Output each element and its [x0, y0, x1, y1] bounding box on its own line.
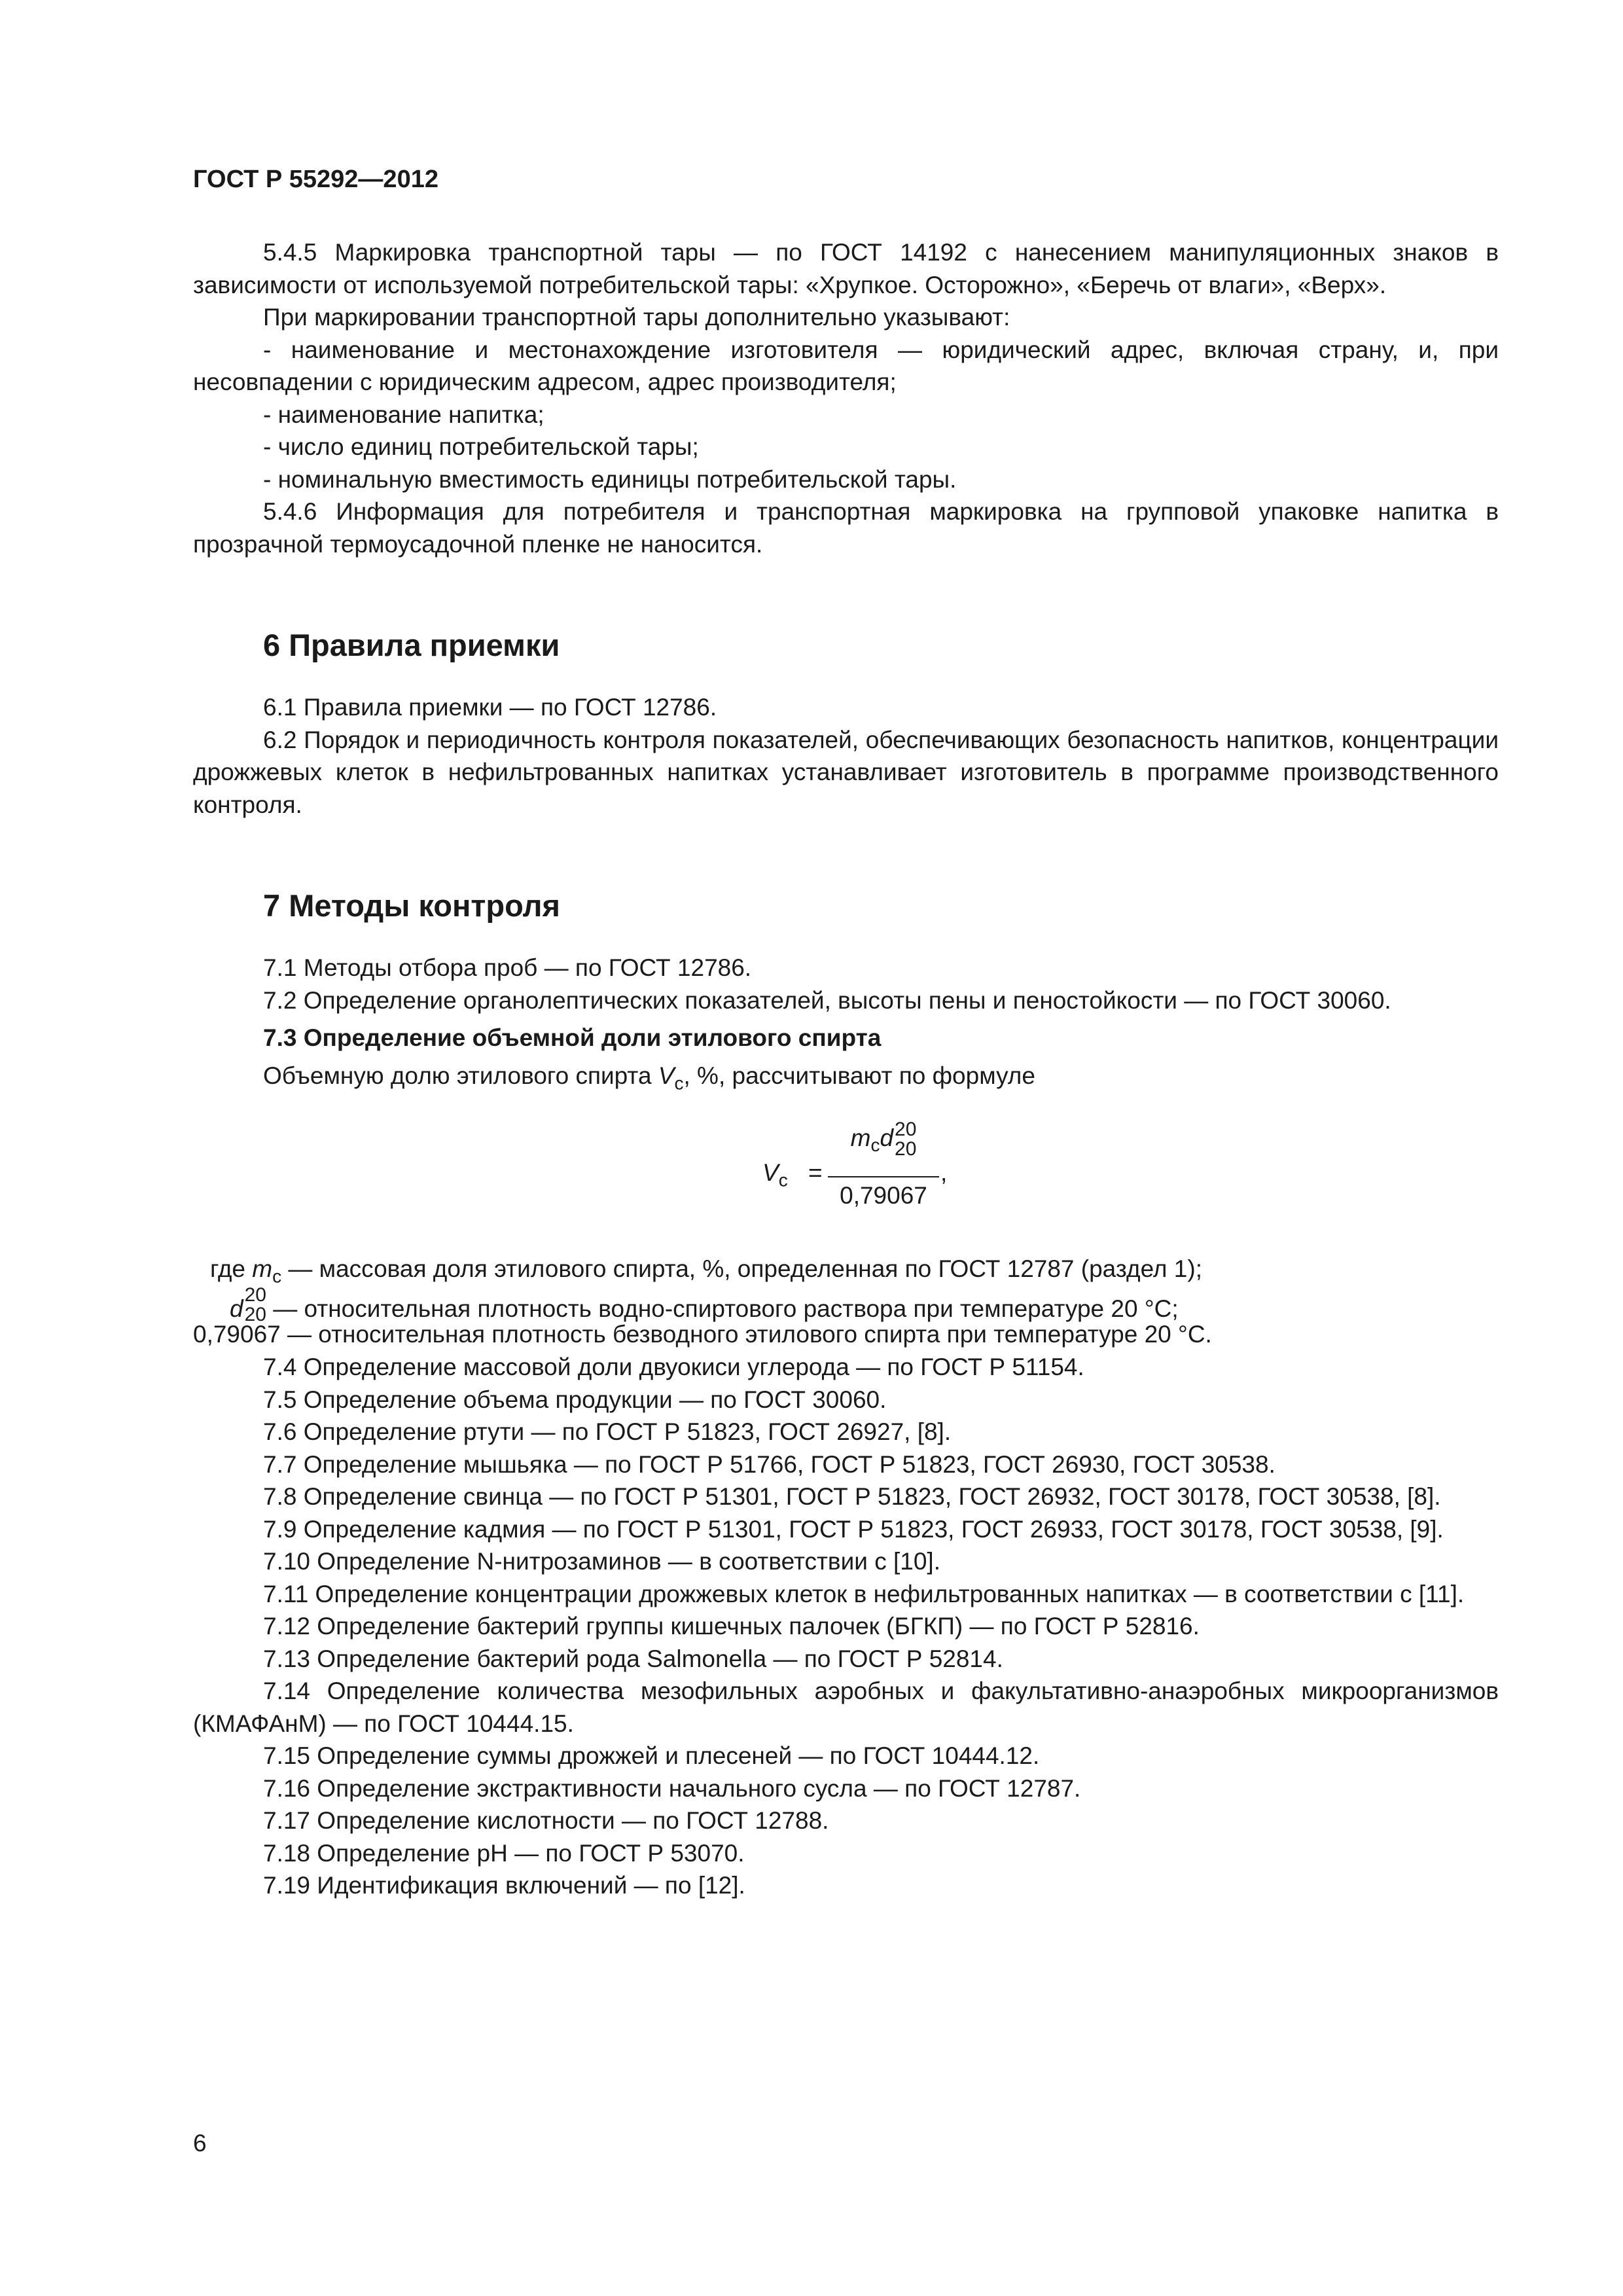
formula-equals: =: [808, 1159, 823, 1187]
list-item: 7.9 Определение кадмия — по ГОСТ Р 51301, ГОСТ Р 51823, ГОСТ 26933, ГОСТ 30178, ГОСТ 30538, [9].: [263, 1515, 1444, 1543]
list-item: 7.18 Определение pH — по ГОСТ Р 53070.: [263, 1839, 745, 1867]
list-item: 7.13 Определение бактерий рода Salmonella — по ГОСТ Р 52814.: [263, 1645, 1003, 1672]
formula-lhs: $V_c$: [762, 1159, 788, 1191]
subsection-7-3-heading: 7.3 Определение объемной доли этилового спирта: [263, 1024, 882, 1051]
paragraph-5-4-5: 5.4.5 Маркировка транспортной тары — по ГОСТ 14192 с нанесением манипуляционных знаков в зависимости от используемой потребительской тары: «Хрупкое. Осторожно», «Беречь от влаги», «Верх».: [193, 239, 1499, 298]
list-item: 7.12 Определение бактерий группы кишечных палочек (БГКП) — по ГОСТ Р 52816.: [263, 1613, 1200, 1640]
list-item: - наименование напитка;: [263, 401, 544, 428]
list-item: 7.6 Определение ртути — по ГОСТ Р 51823, ГОСТ 26927, [8].: [263, 1418, 952, 1446]
document-code: ГОСТ Р 55292—2012: [193, 166, 438, 193]
list-item: 7.8 Определение свинца — по ГОСТ Р 51301, ГОСТ Р 51823, ГОСТ 26932, ГОСТ 30178, ГОСТ 30538, [8].: [263, 1483, 1441, 1511]
list-item: 7.5 Определение объема продукции — по ГОСТ 30060.: [263, 1386, 887, 1413]
list-item: - наименование и местонахождение изготовителя — юридический адрес, включая страну, и, при несовпадении с юридическим адресом, адрес производителя;: [193, 336, 1499, 395]
list-item: 7.15 Определение суммы дрожжей и плесеней — по ГОСТ 10444.12.: [263, 1742, 1040, 1770]
formula-legend: [193, 1253, 1499, 1351]
formula-comma: ,: [940, 1159, 948, 1187]
paragraph-7-2: 7.2 Определение органолептических показателей, высоты пены и пеностойкости — по ГОСТ 30060.: [263, 986, 1391, 1014]
paragraph-marking-intro: При маркировании транспортной тары дополнительно указывают:: [263, 304, 1010, 331]
page-number: 6: [193, 2130, 207, 2157]
paragraph-5-4-6: 5.4.6 Информация для потребителя и транспортная маркировка на групповой упаковке напитка в прозрачной термоусадочной пленке не наносится.: [193, 498, 1499, 558]
formula-block: [193, 1120, 1499, 1231]
legend-row-d: d 20 20 — относительная плотность водно-спиртового раствора при температуре 20 °С;: [230, 1284, 1179, 1326]
list-item: 7.11 Определение концентрации дрожжевых клеток в нефильтрованных напитках — в соответствии с [11].: [263, 1580, 1465, 1607]
document-page: [193, 164, 1499, 1902]
list-item: 7.4 Определение массовой доли двуокиси углерода — по ГОСТ Р 51154.: [263, 1354, 1084, 1381]
formula-numerator: $m_cd$ 20 20: [850, 1119, 917, 1160]
list-item: 7.19 Идентификация включений — по [12].: [263, 1872, 745, 1899]
legend-row-m: где $m_c$ — массовая доля этилового спирта, %, определенная по ГОСТ 12787 (раздел 1);: [210, 1255, 1202, 1287]
paragraph-7-3-text: Объемную долю этилового спирта $V_c$, %, рассчитывают по формуле: [263, 1062, 1035, 1093]
list-item: - номинальную вместимость единицы потребительской тары.: [263, 465, 957, 493]
legend-row-constant: 0,79067 — относительная плотность безводного этилового спирта при температуре 20 °С.: [193, 1321, 1212, 1348]
list-item: 7.7 Определение мышьяка — по ГОСТ Р 51766, ГОСТ Р 51823, ГОСТ 26930, ГОСТ 30538.: [263, 1450, 1275, 1478]
paragraph-6-2: 6.2 Порядок и периодичность контроля показателей, обеспечивающих безопасность напитков, концентрации дрожжевых клеток в нефильтрованных напитках устанавливает изготовитель в программе производственного контроля.: [193, 726, 1499, 818]
list-item: - число единиц потребительской тары;: [263, 433, 699, 460]
list-item: 7.14 Определение количества мезофильных аэробных и факультативно-анаэробных микроорганизмов (КМАФАнМ) — по ГОСТ 10444.15.: [193, 1677, 1499, 1737]
formula-denominator: 0,79067: [840, 1182, 927, 1210]
list-item: 7.16 Определение экстрактивности начального сусла — по ГОСТ 12787.: [263, 1774, 1081, 1802]
paragraph-7-1: 7.1 Методы отбора проб — по ГОСТ 12786.: [263, 954, 752, 981]
section-7-heading: 7 Методы контроля: [263, 888, 560, 923]
list-item: 7.17 Определение кислотности — по ГОСТ 12788.: [263, 1807, 829, 1835]
paragraph-6-1: 6.1 Правила приемки — по ГОСТ 12786.: [263, 694, 717, 721]
section-6-heading: 6 Правила приемки: [263, 628, 560, 662]
fraction-bar: [828, 1176, 939, 1177]
list-item: 7.10 Определение N-нитрозаминов — в соответствии с [10].: [263, 1548, 940, 1575]
